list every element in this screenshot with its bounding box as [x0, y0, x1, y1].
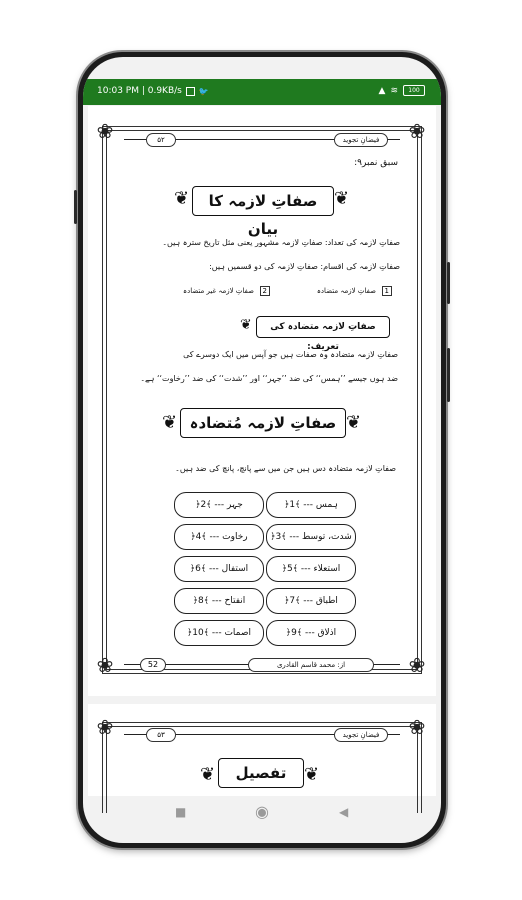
pairs-list: [88, 106, 436, 796]
corner-ornament-icon: ❀: [96, 119, 114, 143]
main-title: صفاتِ لازمہ کا بیان: [192, 186, 334, 216]
power-button: [447, 262, 450, 304]
pair-left-1: جہر --- ﴾2﴿: [174, 492, 264, 518]
section-title: صفاتِ لازمہ مُتضادہ: [180, 408, 346, 438]
next-page-title: تفصیل: [218, 758, 304, 788]
types-line: صفاتِ لازمہ کی اقسام: صفاتِ لازمہ کی دو قسمیں ہیں:: [209, 262, 400, 271]
corner-ornament-icon: ❀: [96, 653, 114, 677]
next-title-ornament-right-icon: ❦: [304, 764, 320, 785]
section-ornament-right-icon: ❦: [346, 412, 362, 433]
corner-ornament-icon: ❀: [96, 715, 114, 739]
pair-right-5: اذلاق --- ﴾9﴿: [266, 620, 356, 646]
intro-line: صفاتِ لازمہ متضادہ دس ہیں جن میں سے پانچ، پانچ کی ضد ہیں۔: [175, 464, 396, 473]
pair-right-1: ہمس --- ﴾1﴿: [266, 492, 356, 518]
definition-ornament-icon: ❦: [240, 317, 252, 333]
pair-left-2: رخاوت --- ﴾4﴿: [174, 524, 264, 550]
notification-icon: [186, 87, 195, 96]
type2-text: صفاتِ لازمہ غیر متضادہ: [182, 287, 254, 295]
pair-left-3: استفال --- ﴾6﴿: [174, 556, 264, 582]
wifi-icon: ≋: [390, 85, 398, 96]
page-number-footer: 52: [140, 658, 166, 672]
page-gap: [88, 696, 436, 704]
screen: [83, 57, 441, 843]
pair-left-5: اصمات --- ﴾10﴿: [174, 620, 264, 646]
phone-frame: [78, 52, 446, 848]
lesson-label: سبق نمبر۹:: [354, 158, 398, 168]
book-title-header: فیضانِ تجوید: [334, 133, 388, 147]
pair-right-3: استعلاء --- ﴾5﴿: [266, 556, 356, 582]
pair-left-4: انفتاح --- ﴾8﴿: [174, 588, 264, 614]
definition-text-2: ضد ہوں جیسے ’’ہمس‘‘ کی ضد ’’جہر‘‘ اور ’’شدت‘‘ کی ضد ’’رخاوت‘‘ ہے۔: [140, 374, 398, 383]
book-page[interactable]: [88, 106, 436, 796]
footer-credit: از: محمد قاسم القادری: [248, 658, 374, 672]
section-ornament-left-icon: ❦: [162, 412, 178, 433]
twitter-icon: 🐦: [198, 86, 209, 96]
next-title-ornament-left-icon: ❦: [200, 764, 216, 785]
back-button[interactable]: ◀: [339, 805, 349, 819]
title-ornament-left-icon: ❦: [174, 188, 190, 209]
count-line: صفاتِ لازمہ کی تعداد: صفاتِ لازمہ مشہور یعنی مثل تاریخ سترہ ہیں۔: [162, 238, 400, 247]
definition-heading: صفاتِ لازمہ متضادہ کی تعریف:: [256, 316, 390, 338]
volume-button: [74, 190, 77, 224]
status-time: 10:03 PM | 0.9KB/s: [97, 86, 182, 96]
definition-text-1: صفاتِ لازمہ متضادہ وہ صفات ہیں جو آپس میں ایک دوسرے کی: [183, 350, 398, 359]
navigation-bar: [83, 795, 441, 829]
signal-icon: ▲: [378, 85, 386, 96]
recents-button[interactable]: ■: [175, 805, 187, 819]
type2-number: 2: [260, 286, 270, 296]
corner-ornament-icon: ❀: [408, 715, 426, 739]
side-button: [447, 348, 450, 402]
corner-ornament-icon: ❀: [408, 119, 426, 143]
next-book-title-header: فیضانِ تجوید: [334, 728, 388, 742]
type1-text: صفاتِ لازمہ متضادہ: [316, 287, 376, 295]
pair-right-4: اطباق --- ﴾7﴿: [266, 588, 356, 614]
battery-icon: 100: [403, 85, 425, 96]
type1-number: 1: [382, 286, 392, 296]
title-ornament-right-icon: ❦: [334, 188, 350, 209]
home-button[interactable]: ◉: [255, 802, 269, 821]
next-page-number-top: ۵۳: [146, 728, 176, 742]
pair-right-2: شدت، توسط --- ﴾3﴿: [266, 524, 356, 550]
page-number-top: ۵۲: [146, 133, 176, 147]
corner-ornament-icon: ❀: [408, 653, 426, 677]
status-bar: [83, 79, 441, 105]
